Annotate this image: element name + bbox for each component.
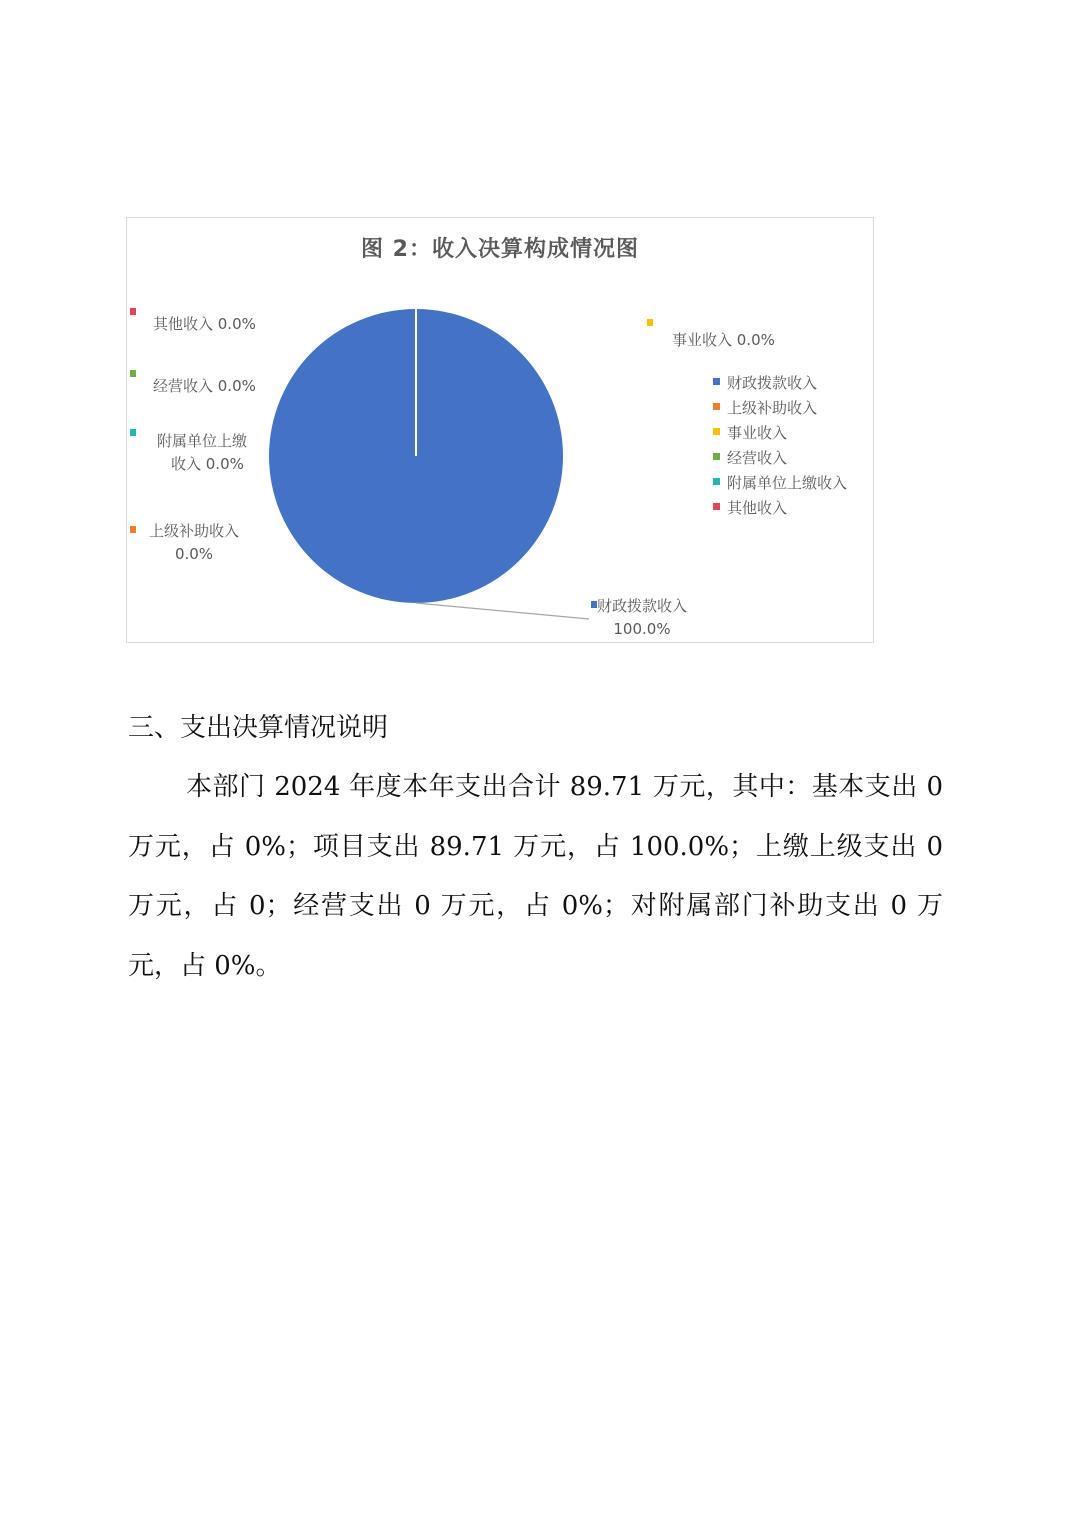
legend-swatch [713,403,720,410]
legend-swatch [713,378,720,385]
section-heading: 三、支出决算情况说明 [128,713,389,743]
section-paragraph: 本部门 2024 年度本年支出合计 89.71 万元，其中：基本支出 0 万元，占 0%；项目支出 89.71 万元，占 100.0%；上缴上级支出 0 万元，占 0；经营支出 0 万元，占 0%；对附属部门补助支出 0 万元，占 0%。 [128,772,943,981]
legend-swatch [713,503,720,510]
data-label-name: 财政拨款收入 [597,597,688,615]
data-label-value: 100.0% [613,620,671,638]
pie-chart-svg [127,218,875,644]
legend-item: 附属单位上缴收入 [727,474,848,492]
leader-line [416,603,589,619]
legend-item: 其他收入 [727,499,788,517]
data-label-value: 收入 0.0% [171,455,244,473]
label-marker [130,370,136,377]
data-label-value: 0.0% [174,545,214,563]
legend-item: 财政拨款收入 [727,374,818,392]
legend-item: 上级补助收入 [727,399,818,417]
label-marker [130,526,136,533]
label-marker [130,429,136,436]
legend-swatch [713,428,720,435]
label-marker [647,319,653,326]
data-label-text: 其他收入 0.0% [153,315,256,333]
income-composition-chart [126,217,874,643]
label-marker [130,308,136,315]
legend-swatch [713,453,720,460]
data-label-name: 附属单位上缴 [157,432,248,450]
legend-item: 经营收入 [727,449,788,467]
chart-title: 图 2：收入决算构成情况图 [361,237,639,262]
legend-item: 事业收入 [727,424,788,442]
legend-swatch [713,478,720,485]
data-label-text: 经营收入 0.0% [153,377,256,395]
data-label-text: 事业收入 0.0% [672,331,775,349]
data-label-name: 上级补助收入 [149,522,240,540]
